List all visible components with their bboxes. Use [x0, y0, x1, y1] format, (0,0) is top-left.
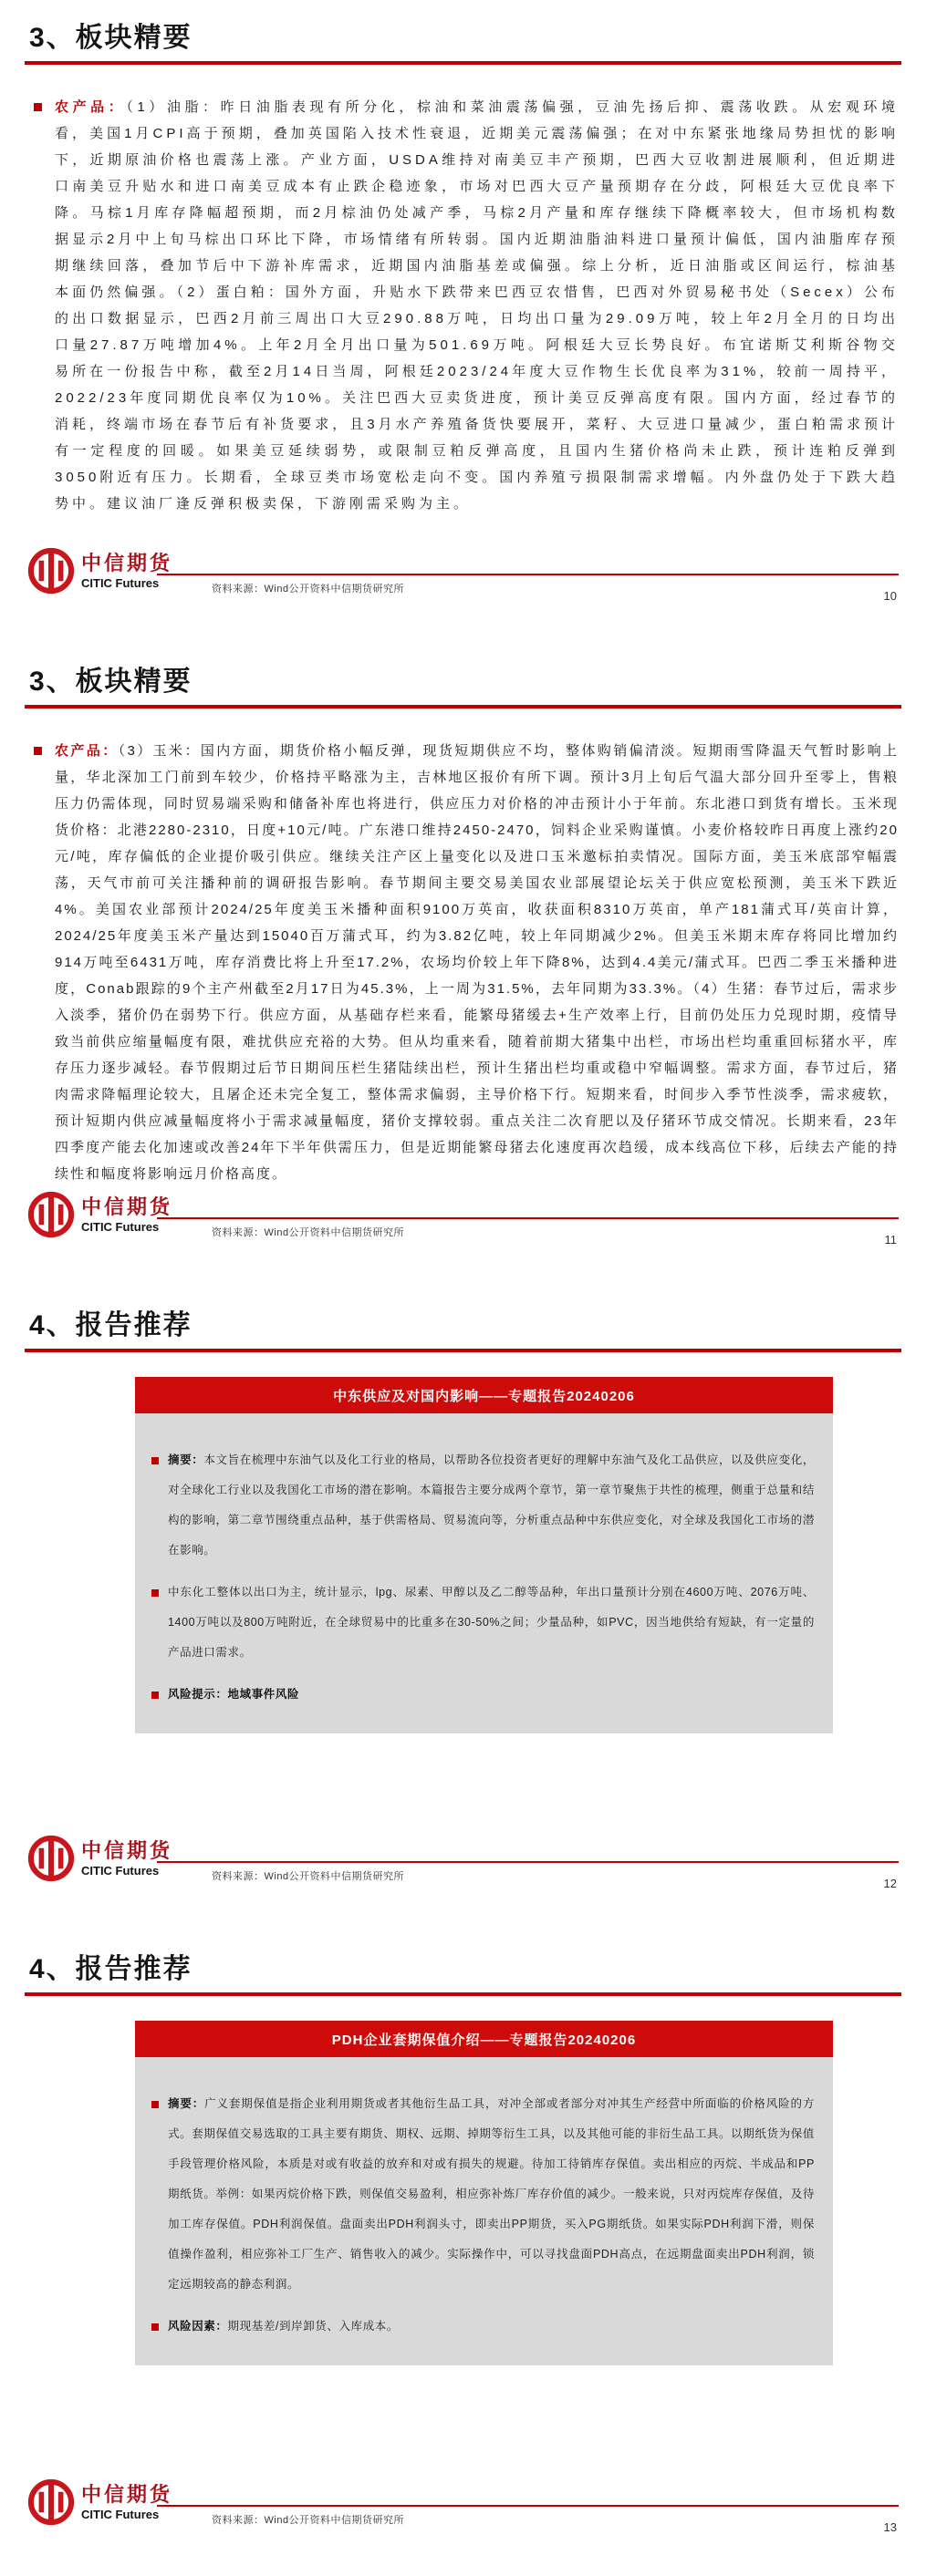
- source-note: 资料来源：Wind公开资料中信期货研究所: [212, 584, 405, 595]
- report-banner: 中东供应及对国内影响——专题报告20240206: [135, 1377, 833, 1413]
- report-item-label: 风险提示：地域事件风险: [168, 1687, 300, 1701]
- citic-logo: [27, 547, 172, 595]
- report-item-text: 中东化工整体以出口为主，统计显示，lpg、尿素、甲醇以及乙二醇等品种，年出口量预计分别在4600万吨、2076万吨、1400万吨以及800万吨附近，在全球贸易中的比重多在30-50%之间；少量品种，如PVC，因当地供给有短缺，有一定量的产品进口需求。: [168, 1585, 815, 1659]
- source-note: 资料来源：Wind公开资料中信期货研究所: [212, 1227, 405, 1238]
- citic-logo-icon: [27, 1835, 75, 1882]
- logo-text: [81, 1839, 172, 1878]
- bullet-square-icon: [151, 1457, 159, 1464]
- slide-report-recommendation-1: [0, 1288, 926, 1931]
- source-note: 资料来源：Wind公开资料中信期货研究所: [212, 2515, 405, 2526]
- bullet-square-icon: [34, 747, 42, 755]
- logo-name-en: CITIC Futures: [81, 1219, 160, 1234]
- report-item-label: 摘要：: [168, 1453, 204, 1466]
- slide-footer: [27, 547, 899, 605]
- bullet-label: 农产品：: [55, 99, 127, 115]
- report-item: [148, 1680, 815, 1710]
- slide-body: [33, 80, 899, 531]
- slide-footer: [27, 2478, 899, 2537]
- bullet-square-icon: [34, 103, 42, 111]
- report-item-label: 风险因素：: [168, 2319, 228, 2333]
- footer-rule: [157, 1217, 899, 1219]
- slide-sector-highlights-1: [0, 0, 926, 644]
- report-item: [148, 2089, 815, 2300]
- report-item-text: 广义套期保值是指企业利用期货或者其他衍生品工具，对冲全部或者部分对冲其生产经营中所面临的价格风险的方式。套期保值交易选取的工具主要有期货、期权、远期、掉期等衍生工具，以及其他可能的非衍生品工具。以期纸货为保值手段管理价格风险，本质是对或有收益的放弃和对或有损失的规避。待加工待销库存保值。卖出相应的丙烷、半成品和PP期纸货。举例：如果丙烷价格下跌，则保值交易盈利，相应弥补炼厂库存价值的减少。一般来说，只对丙烷库存保值，及待加工库存保值。PDH利润保值。盘面卖出PDH利润头寸，即卖出PP期货，买入PG期纸货。如果实际PDH利润下滑，则保值操作盈利，相应弥补工厂生产、销售收入的减少。实际操作中，可以寻找盘面PDH高点，在远期盘面卖出PDH利润，锁定远期较高的静态利润。: [168, 2096, 815, 2291]
- logo-name-en: CITIC Futures: [81, 2507, 160, 2521]
- page-number: 11: [884, 1233, 897, 1247]
- logo-name-cn: 中信期货: [81, 1838, 173, 1862]
- slide-footer: [27, 1191, 899, 1249]
- report-card: [135, 1377, 833, 1733]
- bullet-square-icon: [151, 1691, 159, 1699]
- report-item-text: 期现基差/到岸卸货、入库成本。: [227, 2319, 399, 2333]
- citic-logo-icon: [27, 1191, 75, 1238]
- slide-title: 3、板块精要: [29, 23, 192, 53]
- bullet-label: 农产品：: [55, 743, 119, 759]
- agri-products-paragraph: [33, 738, 899, 1187]
- bullet-square-icon: [151, 1589, 159, 1597]
- logo-text: [81, 552, 172, 591]
- report-card: [135, 2021, 833, 2365]
- title-rule: [25, 705, 901, 709]
- agri-products-paragraph: [33, 94, 899, 517]
- footer-rule: [157, 2505, 899, 2507]
- citic-logo: [27, 1835, 172, 1882]
- logo-text: [81, 1195, 172, 1235]
- logo-name-en: CITIC Futures: [81, 1863, 160, 1878]
- slide-title: 3、板块精要: [29, 667, 192, 697]
- bullet-square-icon: [151, 2101, 159, 2108]
- citic-logo-icon: [27, 547, 75, 595]
- slide-title: 4、报告推荐: [29, 1310, 192, 1340]
- citic-logo-icon: [27, 2478, 75, 2526]
- bullet-square-icon: [151, 2323, 159, 2331]
- slide-sector-highlights-2: [0, 644, 926, 1288]
- source-note: 资料来源：Wind公开资料中信期货研究所: [212, 1871, 405, 1882]
- report-banner: PDH企业套期保值介绍——专题报告20240206: [135, 2021, 833, 2057]
- logo-text: [81, 2483, 172, 2522]
- title-rule: [25, 1992, 901, 1996]
- citic-logo: [27, 1191, 172, 1238]
- logo-name-cn: 中信期货: [81, 1195, 173, 1218]
- page-number: 13: [883, 2520, 897, 2534]
- footer-rule: [157, 574, 899, 575]
- slide-body: [33, 724, 899, 1201]
- logo-name-en: CITIC Futures: [81, 575, 160, 590]
- citic-logo: [27, 2478, 172, 2526]
- report-item: [148, 1578, 815, 1668]
- report-item-text: 本文旨在梳理中东油气以及化工行业的格局，以帮助各位投资者更好的理解中东油气及化工品供应，以及供应变化，对全球化工行业以及我国化工市场的潜在影响。本篇报告主要分成两个章节，第一章节聚焦于共性的梳理，侧重于总量和结构的影响，第二章节围绕重点品种，基于供需格局、贸易流向等，分析重点品种中东供应变化，对全球及我国化工市场的潜在影响。: [168, 1453, 815, 1557]
- bullet-text: （3）玉米：国内方面，期货价格小幅反弹，现货短期供应不均，整体购销偏清淡。短期雨雪降温天气暂时影响上量，华北深加工门前到车较少，价格持平略涨为主，吉林地区报价有所下调。预计3月上旬后气温大部分回升至零上，售粮压力仍需体现，同时贸易端采购和储备补库也将进行，供应压力对价格的冲击预计小于年前。东北港口到货有增长。玉米现货价格：北港2280-2310，日度+10元/吨。广东港口维持2450-2470，饲料企业采购谨慎。小麦价格较昨日再度上涨约20元/吨，库存偏低的企业提价吸引供应。继续关注产区上量变化以及进口玉米邀标拍卖情况。国际方面，美玉米底部窄幅震荡，天气市前可关注播种前的调研报告影响。春节期间主要交易美国农业部展望论坛关于供应宽松预测，美玉米下跌近4%。美国农业部预计2024/25年度美玉米播种面积9100万英亩，收获面积8310万英亩，单产181蒲式耳/英亩计算，2024/25年度美玉米产量达到15040百万蒲式耳，约为3.82亿吨，较上年同期减少2%。但美玉米期末库存将同比增加约914万吨至6431万吨，库存消费比将上升至17.2%，农场均价较上年下降8%，达到4.4美元/蒲式耳。巴西二季玉米播种进度，Conab跟踪的9个主产州截至2月17日为45.3%，上一周为31.5%，去年同期为33.3%。（4）生猪：春节过后，需求步入淡季，猪价仍在弱势下行。供应方面，从基础存栏来看，能繁母猪缓去+生产效率上行，目前仍处压力兑现时期，疫情导致当前供应缩量幅度有限，难扰供应充裕的大势。但从均重来看，随着前期大猪集中出栏，市场出栏均重重回标猪水平，库存压力逐步减轻。春节假期过后节日期间压栏生猪陆续出栏，预计生猪出栏均重或稳中窄幅调整。需求方面，春节过后，猪肉需求降幅理论较大，且屠企还未完全复工，整体需求偏弱，主导价格下行。短期来看，时间步入季节性淡季，需求疲软，预计短期内供应减量幅度将小于需求减量幅度，猪价支撑较弱。重点关注二次育肥以及仔猪环节成交情况。长期来看，23年四季度产能去化加速或改善24年下半年供需压力，但是近期能繁母猪去化速度再次趋缓，成本线高位下移，后续去产能的持续性和幅度将影响远月价格高度。: [55, 743, 899, 1182]
- report-item-label: 摘要：: [168, 2096, 205, 2110]
- bullet-text: （1）油脂：昨日油脂表现有所分化，棕油和菜油震荡偏强，豆油先扬后抑、震荡收跌。从宏观环境看，美国1月CPI高于预期，叠加英国陷入技术性衰退，近期美元震荡偏强；在对中东紧张地缘局势担忧的影响下，近期原油价格也震荡上涨。产业方面，USDA维持对南美豆丰产预期，巴西大豆收割进展顺利，但近期进口南美豆升贴水和进口南美豆成本有止跌企稳迹象，市场对巴西大豆产量预期存在分歧，阿根廷大豆优良率下降。马棕1月库存降幅超预期，而2月棕油仍处减产季，马棕2月产量和库存继续下降概率较大，但市场机构数据显示2月中上旬马棕出口环比下降，市场情绪有所转弱。国内近期油脂油料进口量预计偏低，国内油脂库存预期继续回落，叠加节后中下游补库需求，近期国内油脂基差或偏强。综上分析，近日油脂或区间运行，棕油基本面仍然偏强。（2）蛋白粕：国外方面，升贴水下跌带来巴西豆农惜售，巴西对外贸易秘书处（Secex）公布的出口数据显示，巴西2月前三周出口大豆290.88万吨，日均出口量为29.09万吨，较上年2月全月的日均出口量27.87万吨增加4%。上年2月全月出口量为501.69万吨。阿根廷大豆长势良好。布宜诺斯艾利斯谷物交易所在一份报告中称，截至2月14日当周，阿根廷2023/24年度大豆作物生长优良率为31%，较前一周持平，2022/23年度同期优良率仅为10%。关注巴西大豆卖货进度，预计美豆反弹高度有限。国内方面，经过春节的消耗，终端市场在春节后有补货要求，且3月水产养殖备货快要展开，菜籽、大豆进口量减少，蛋白粕需求预计有一定程度的回暖。如果美豆延续弱势，或限制豆粕反弹高度，且国内生猪价格尚未止跌，预计连粕反弹到3050附近有压力。长期看，全球豆类市场宽松走向不变。国内养殖亏损限制需求增幅。内外盘仍处于下跌大趋势中。建议油厂逢反弹积极卖保，下游刚需采购为主。: [55, 99, 899, 512]
- slide-title: 4、报告推荐: [29, 1954, 192, 1984]
- title-rule: [25, 61, 901, 65]
- slide-report-recommendation-2: [0, 1931, 926, 2575]
- report-item: [148, 1445, 815, 1566]
- report-summary-box: [135, 1413, 833, 1733]
- title-rule: [25, 1349, 901, 1352]
- logo-name-cn: 中信期货: [81, 551, 173, 574]
- report-item: [148, 2312, 815, 2342]
- footer-rule: [157, 1861, 899, 1863]
- logo-name-cn: 中信期货: [81, 2482, 173, 2506]
- report-summary-box: [135, 2057, 833, 2365]
- page-number: 10: [883, 589, 897, 603]
- slide-footer: [27, 1835, 899, 1893]
- page-number: 12: [883, 1877, 897, 1890]
